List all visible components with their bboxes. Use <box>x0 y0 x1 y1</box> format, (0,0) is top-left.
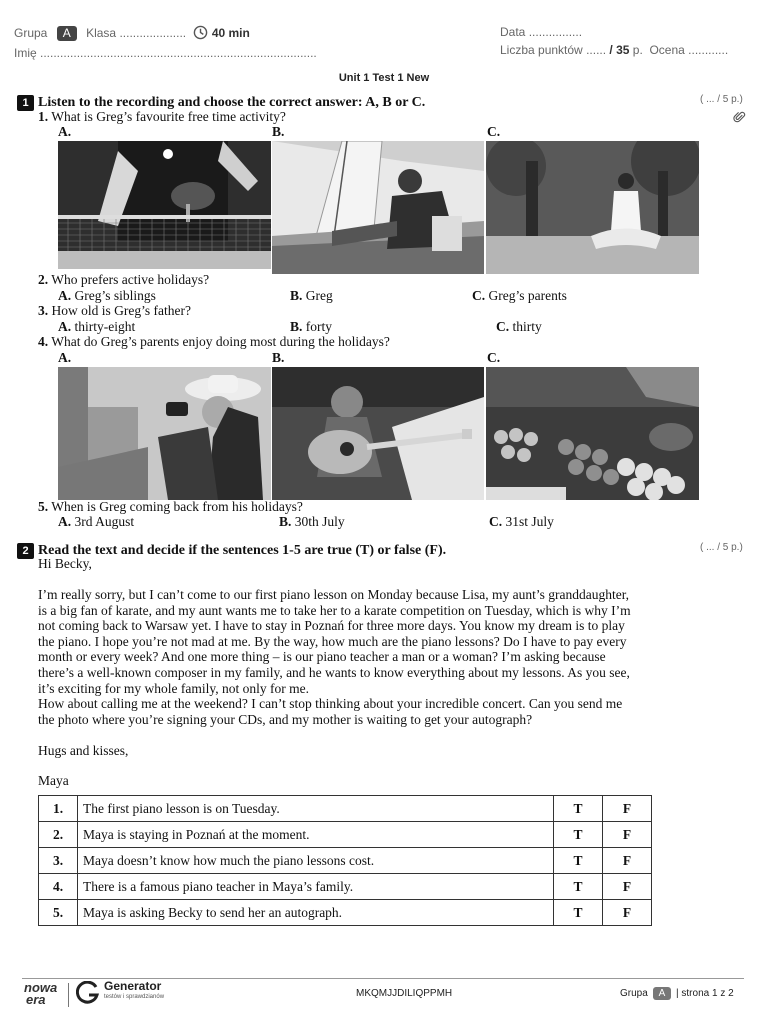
q2-option-a-text: Greg’s siblings <box>74 288 156 303</box>
q1-image-b-sailing[interactable] <box>272 141 484 274</box>
question-2 <box>38 272 209 288</box>
logo1-line2: era <box>26 992 46 1007</box>
class-label: Klasa <box>86 26 117 40</box>
q4-text: What do Greg’s parents enjoy doing most during the holidays? <box>51 334 390 349</box>
footer-group-label: Grupa <box>620 988 648 999</box>
q3-option-c[interactable] <box>496 319 542 335</box>
q1-label-c[interactable]: C. <box>487 124 501 139</box>
q5-option-b[interactable] <box>279 514 345 530</box>
question-5 <box>38 499 303 515</box>
table-row <box>39 796 652 822</box>
q5-option-a-text: 3rd August <box>74 514 135 529</box>
letter-body <box>38 587 738 727</box>
row-number: 1. <box>39 796 78 822</box>
q5-option-c-letter: C. <box>489 514 503 529</box>
task2-instruction: Read the text and decide if the sentences 1-5 are true (T) or false (F). <box>38 543 447 558</box>
logo1-line1: nowa <box>24 980 58 995</box>
true-false-table <box>38 795 652 926</box>
q4-image-a-photographer[interactable] <box>58 367 271 500</box>
header-points-row <box>500 43 728 57</box>
q3-number: 3. <box>38 303 49 318</box>
q2-option-b-text: Greg <box>305 288 333 303</box>
q2-number: 2. <box>38 272 49 287</box>
q5-text: When is Greg coming back from his holidays? <box>51 499 303 514</box>
q4-label-c[interactable]: C. <box>487 350 501 365</box>
q5-option-c-text: 31st July <box>505 514 554 529</box>
group-badge: A <box>57 26 77 41</box>
q5-option-b-text: 30th July <box>294 514 345 529</box>
q4-label-b[interactable]: B. <box>272 350 285 365</box>
row-number: 5. <box>39 900 78 926</box>
q3-option-c-text: thirty <box>512 319 542 334</box>
group-label: Grupa <box>14 26 48 40</box>
q4-image-b-guitar[interactable] <box>272 367 484 500</box>
footer-group-badge: A <box>653 987 672 1000</box>
row-number: 3. <box>39 848 78 874</box>
q1-image-a-table-tennis[interactable] <box>58 141 271 269</box>
document-code: MKQMJJDILIQPPMH <box>356 988 453 999</box>
question-1 <box>38 109 286 125</box>
page-number: | strona 1 z 2 <box>676 988 734 999</box>
task2-number: 2 <box>17 543 34 559</box>
letter-line: the photo where you’re signing your CDs, and my mother is waiting to get your autograph? <box>38 711 533 727</box>
q5-number: 5. <box>38 499 49 514</box>
generator-logo <box>76 981 164 1010</box>
q3-option-a-letter: A. <box>58 319 72 334</box>
row-statement: The first piano lesson is on Tuesday. <box>78 796 554 822</box>
question-3 <box>38 303 191 319</box>
letter-greeting: Hi Becky, <box>38 556 92 571</box>
letter-line: it’s exciting for my whole family, not only for me. <box>38 680 309 696</box>
q3-option-b[interactable] <box>290 319 332 335</box>
q2-option-c[interactable] <box>472 288 567 304</box>
q5-option-b-letter: B. <box>279 514 292 529</box>
row-number: 2. <box>39 822 78 848</box>
row-statement: Maya doesn’t know how much the piano lessons cost. <box>78 848 554 874</box>
true-option[interactable]: T <box>554 900 603 926</box>
q2-option-c-letter: C. <box>472 288 486 303</box>
table-row <box>39 848 652 874</box>
generator-subtitle: testów i sprawdzianów <box>104 994 165 1000</box>
task1-instruction: Listen to the recording and choose the correct answer: A, B or C. <box>38 95 426 110</box>
date-field[interactable]: ................ <box>528 25 583 39</box>
header-date-row <box>500 25 582 39</box>
points-field[interactable]: ...... <box>586 43 607 57</box>
false-option[interactable]: F <box>603 822 652 848</box>
task1-number: 1 <box>17 95 34 111</box>
time-value: 40 min <box>211 26 250 40</box>
name-label: Imię <box>14 46 37 60</box>
true-option[interactable]: T <box>554 874 603 900</box>
q5-option-a-letter: A. <box>58 514 72 529</box>
table-row <box>39 900 652 926</box>
letter-line: there’s a well-known composer in my family, and he wants to know everything about my lessons. As you see, <box>38 664 630 680</box>
q1-text: What is Greg’s favourite free time activity? <box>51 109 286 124</box>
false-option[interactable]: F <box>603 874 652 900</box>
true-option[interactable]: T <box>554 796 603 822</box>
letter-line: is a big fan of karate, and my aunt wants me to take her to a karate competition on Tuesday, which is why I’m <box>38 602 631 618</box>
header-left-row1 <box>14 25 250 43</box>
date-label: Data <box>500 25 526 39</box>
q2-option-b[interactable] <box>290 288 333 304</box>
logo-divider <box>68 983 69 1007</box>
header-name-row <box>14 46 317 60</box>
true-option[interactable]: T <box>554 822 603 848</box>
q2-option-c-text: Greg’s parents <box>488 288 567 303</box>
true-option[interactable]: T <box>554 848 603 874</box>
q3-option-c-letter: C. <box>496 319 510 334</box>
q4-number: 4. <box>38 334 49 349</box>
row-statement: There is a famous piano teacher in Maya’s family. <box>78 874 554 900</box>
q2-option-a-letter: A. <box>58 288 72 303</box>
letter-line: month or every week? And one more thing – is our piano teacher a man or a woman? I’m asking because <box>38 649 606 665</box>
letter-line: the piano. I hope you’re not mad at me. By the way, how much are the piano lessons? Do I have to pay every <box>38 633 627 649</box>
table-row <box>39 874 652 900</box>
q1-image-c-yoga[interactable] <box>486 141 699 274</box>
q3-text: How old is Greg’s father? <box>51 303 191 318</box>
task1-points: ( ... / 5 p.) <box>700 94 743 105</box>
generator-title: Generator <box>104 979 162 993</box>
page-title: Unit 1 Test 1 New <box>338 72 430 84</box>
q3-option-a[interactable] <box>58 319 135 335</box>
q2-option-b-letter: B. <box>290 288 303 303</box>
q1-number: 1. <box>38 109 49 124</box>
name-field[interactable]: ................................................................................... <box>40 46 317 60</box>
row-number: 4. <box>39 874 78 900</box>
q1-label-a[interactable]: A. <box>58 124 72 139</box>
nowa-era-logo <box>24 982 57 1006</box>
row-statement: Maya is staying in Poznań at the moment. <box>78 822 554 848</box>
letter-closing: Hugs and kisses, <box>38 743 129 758</box>
points-total: / 35 <box>609 43 630 57</box>
q2-text: Who prefers active holidays? <box>51 272 210 287</box>
footer-page-info <box>620 987 734 1000</box>
q3-option-b-letter: B. <box>290 319 303 334</box>
generator-g-icon <box>76 981 100 1010</box>
task2-points: ( ... / 5 p.) <box>700 542 743 553</box>
q1-label-b[interactable]: B. <box>272 124 285 139</box>
letter-line: not coming back to Warsaw yet. I have to stay in Poznań for three more days. You know my dream is to play <box>38 618 625 634</box>
q5-option-a[interactable] <box>58 514 134 530</box>
false-option[interactable]: F <box>603 900 652 926</box>
class-field[interactable]: .................... <box>119 26 187 40</box>
q2-option-a[interactable] <box>58 288 156 304</box>
q4-label-a[interactable]: A. <box>58 350 72 365</box>
q5-option-c[interactable] <box>489 514 554 530</box>
q4-image-c-market[interactable] <box>486 367 699 500</box>
table-row <box>39 822 652 848</box>
false-option[interactable]: F <box>603 796 652 822</box>
question-4 <box>38 334 390 350</box>
points-label: Liczba punktów <box>500 43 583 57</box>
false-option[interactable]: F <box>603 848 652 874</box>
letter-line: I’m really sorry, but I can’t come to our first piano lesson on Monday because Lisa, my aunt’s granddaughter, <box>38 587 630 602</box>
attachment-icon[interactable] <box>733 110 746 129</box>
row-statement: Maya is asking Becky to send her an autograph. <box>78 900 554 926</box>
letter-signature: Maya <box>38 773 69 788</box>
grade-label: Ocena <box>649 43 685 57</box>
q3-option-b-text: forty <box>305 319 333 334</box>
q3-option-a-text: thirty-eight <box>74 319 136 334</box>
points-unit: p. <box>632 43 643 57</box>
clock-icon <box>193 25 208 43</box>
letter-line: How about calling me at the weekend? I can’t stop thinking about your incredible concert. Can you send me <box>38 696 623 712</box>
grade-field[interactable]: ............ <box>688 43 729 57</box>
